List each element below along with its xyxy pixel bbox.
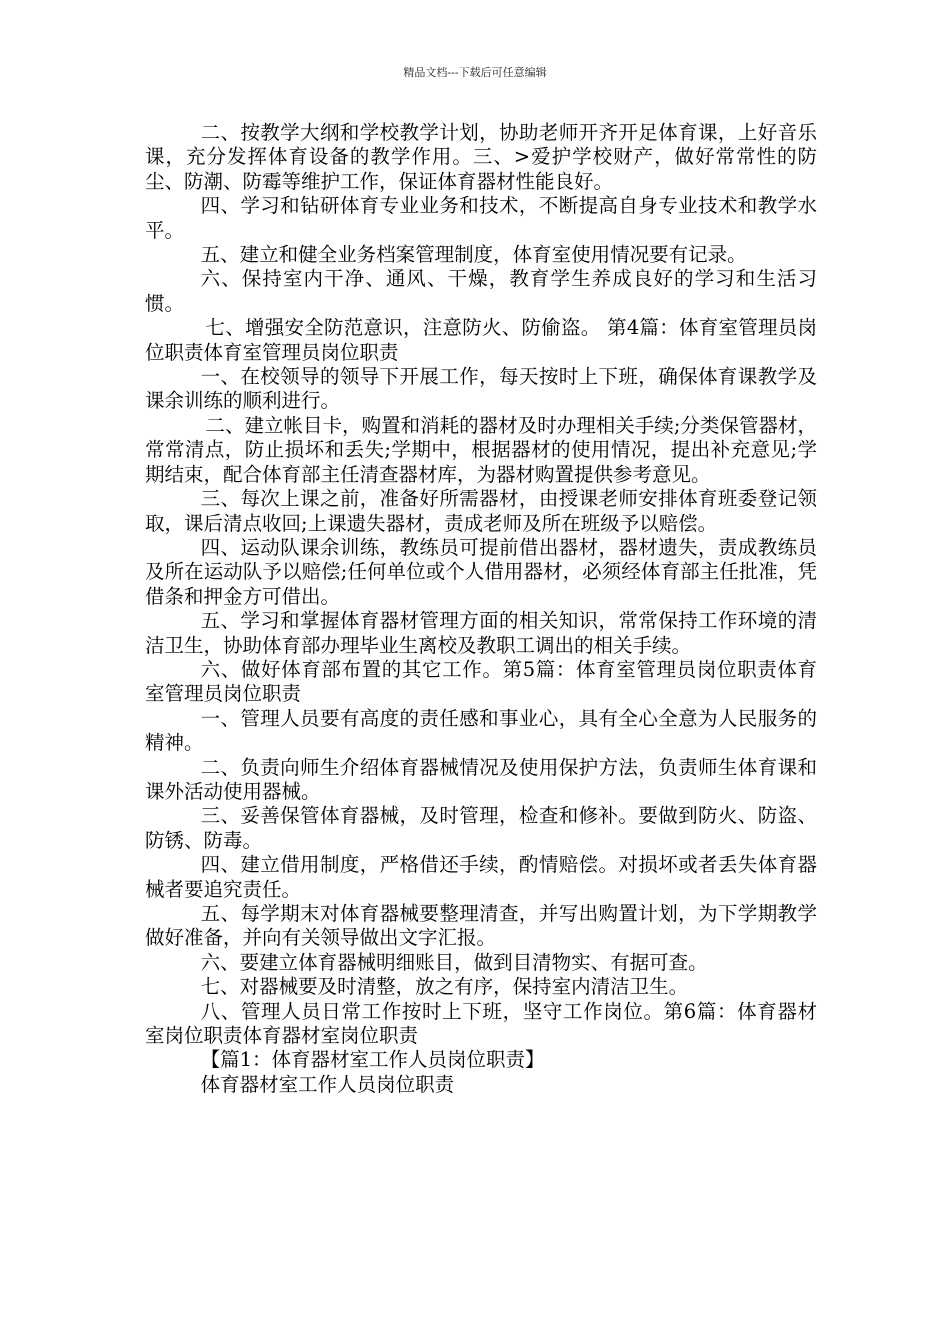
paragraph: 二、负责向师生介绍体育器械情况及使用保护方法，负责师生体育课和课外活动使用器械。 <box>145 755 817 803</box>
paragraph: 五、建立和健全业务档案管理制度，体育室使用情况要有记录。 <box>200 243 747 267</box>
paragraph: 六、做好体育部布置的其它工作。第5篇：体育室管理员岗位职责体育室管理员岗位职责 <box>145 657 817 706</box>
paragraph: 八、管理人员日常工作按时上下班，坚守工作岗位。第6篇：体育器材室岗位职责体育器材室岗位职责 <box>145 999 817 1048</box>
document-body <box>145 121 817 1097</box>
paragraph: 三、每次上课之前，准备好所需器材，由授课老师安排体育班委登记领取，课后清点收回;上课遗失器材，责成老师及所在班级予以赔偿。 <box>145 487 817 535</box>
paragraph: 六、保持室内干净、通风、干燥，教育学生养成良好的学习和生活习惯。 <box>145 267 817 315</box>
paragraph: 一、管理人员要有高度的责任感和事业心，具有全心全意为人民服务的精神。 <box>145 706 817 755</box>
paragraph: 五、每学期末对体育器械要整理清查，并写出购置计划，为下学期教学做好准备，并向有关领导做出文字汇报。 <box>145 902 817 950</box>
paragraph: 五、学习和掌握体育器材管理方面的相关知识，常常保持工作环境的清洁卫生，协助体育部办理毕业生离校及教职工调出的相关手续。 <box>145 609 817 657</box>
paragraph: 三、妥善保管体育器械，及时管理，检查和修补。要做到防火、防盗、防锈、防毒。 <box>145 804 817 852</box>
page-header: 精品文档---下载后可任意编辑 <box>403 66 547 79</box>
paragraph: 六、要建立体育器械明细账目，做到目清物实、有据可查。 <box>200 950 708 974</box>
paragraph: 一、在校领导的领导下开展工作，每天按时上下班，确保体育课教学及课余训练的顺利进行。 <box>145 365 817 413</box>
section-title: 体育器材室工作人员岗位职责 <box>200 1072 455 1096</box>
paragraph: 七、对器械要及时清整，放之有序，保持室内清洁卫生。 <box>200 975 689 999</box>
paragraph: 四、建立借用制度，严格借还手续，酌情赔偿。对损坏或者丢失体育器械者要追究责任。 <box>145 853 817 901</box>
paragraph: 二、按教学大纲和学校教学计划，协助老师开齐开足体育课，上好音乐课，充分发挥体育设备的教学作用。三、>爱护学校财产，做好常常性的防尘、防潮、防霉等维护工作，保证体育器材性能良好。 <box>145 121 817 193</box>
section-heading: 【篇1：体育器材室工作人员岗位职责】 <box>200 1048 545 1072</box>
paragraph: 四、学习和钻研体育专业业务和技术，不断提高自身专业技术和教学水平。 <box>145 194 817 242</box>
paragraph: 二、建立帐目卡，购置和消耗的器材及时办理相关手续;分类保管器材，常常清点，防止损坏和丢失;学期中，根据器材的使用情况，提出补充意见;学期结束，配合体育部主任清查器材库，为器材购置提供参考意见。 <box>145 413 817 486</box>
paragraph: 四、运动队课余训练，教练员可提前借出器材，器材遗失，责成教练员及所在运动队予以赔偿;任何单位或个人借用器材，必须经体育部主任批准，凭借条和押金方可借出。 <box>145 535 817 608</box>
paragraph: 七、增强安全防范意识，注意防火、防偷盗。 第4篇：体育室管理员岗位职责体育室管理员岗位职责 <box>145 316 817 364</box>
